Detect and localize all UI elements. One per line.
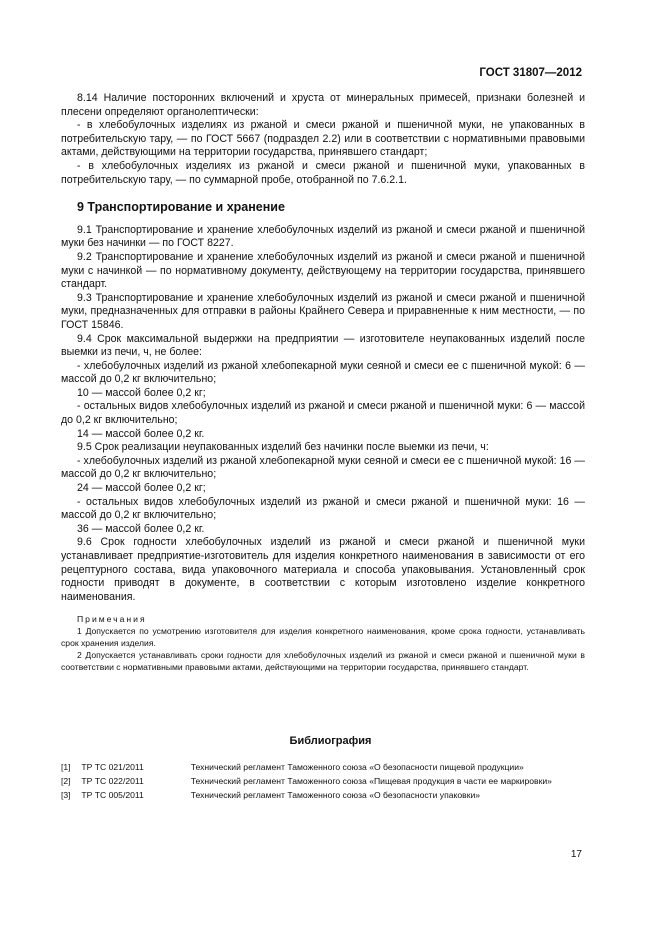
- section-paragraph: 9.6 Срок годности хлебобулочных изделий из ржаной и смеси ржаной и пшеничной муки устанавливает предприятие-изготовитель для изделия конкретного наименования в зависимости от его рецептурного состава, вида упаковочного материала и способа упаковывания. Установленный срок годности приводят в документе, в соответствии с которым изготовлено изделие конкретного наименования.: [61, 536, 585, 603]
- section-paragraph: 9.3 Транспортирование и хранение хлебобулочных изделий из ржаной и смеси ржаной и пшеничной муки, предназначенных для отправки в районы Крайнего Севера и приравненные к ним местности, — по ГОСТ 15846.: [61, 291, 585, 331]
- bibliography-number: [3]: [61, 790, 71, 800]
- section-paragraph: 10 — массой более 0,2 кг;: [77, 386, 206, 399]
- note-item: 1 Допускается по усмотрению изготовителя для изделия конкретного наименования, кроме срока годности, устанавливать срок хранения изделия.: [61, 626, 585, 649]
- page-number: 17: [570, 849, 582, 860]
- page-content: [61, 92, 585, 673]
- section-body: [61, 224, 585, 605]
- bibliography-number: [1]: [61, 762, 71, 772]
- bibliography-code: ТР ТС 005/2011: [81, 790, 144, 800]
- section-paragraph: - хлебобулочных изделий из ржаной хлебопекарной муки сеяной и смеси ее с пшеничной мукой: 6 — массой до 0,2 кг включительно;: [61, 359, 585, 386]
- section-title: 9 Транспортирование и хранение: [77, 200, 285, 215]
- bibliography-code: ТР ТС 022/2011: [81, 776, 144, 786]
- bibliography-item: [61, 774, 601, 788]
- section-paragraph: 9.4 Срок максимальной выдержки на предприятии — изготовителе неупакованных изделий после выемки из печи, ч, не более:: [61, 332, 585, 359]
- list-item: - в хлебобулочных изделиях из ржаной и смеси ржаной и пшеничной муки, не упакованных в потребительскую тару, — по ГОСТ 5667 (подраздел 2.2) или в соответствии с нормативными правовыми актами, действующими на территории государства, принявшего стандарт;: [61, 119, 585, 159]
- bibliography-text: Технический регламент Таможенного союза «О безопасности пищевой продукции»: [190, 762, 524, 772]
- section-paragraph: 36 — массой более 0,2 кг.: [77, 522, 205, 535]
- section-paragraph: 9.5 Срок реализации неупакованных изделий без начинки после выемки из печи, ч:: [77, 441, 489, 454]
- section-paragraph: - остальных видов хлебобулочных изделий из ржаной и смеси ржаной и пшеничной муки: 6 — массой до 0,2 кг включительно;: [61, 400, 585, 427]
- section-paragraph: 9.2 Транспортирование и хранение хлебобулочных изделий из ржаной и смеси ржаной и пшеничной муки с начинкой — по нормативному документу, действующему на территории государства, принявшего стандарт.: [61, 250, 585, 291]
- bibliography-number: [2]: [61, 776, 71, 786]
- bibliography-text: Технический регламент Таможенного союза «О безопасности упаковки»: [190, 790, 481, 800]
- section-paragraph: - остальных видов хлебобулочных изделий из ржаной и смеси ржаной и пшеничной муки: 16 — массой до 0,2 кг включительно;: [61, 495, 585, 522]
- section-paragraph: 14 — массой более 0,2 кг.: [77, 427, 205, 440]
- bibliography-title: Библиография: [289, 735, 372, 747]
- clause-8-14: 8.14 Наличие посторонних включений и хруста от минеральных примесей, признаки болезней и плесени определяют органолептически:: [61, 92, 585, 118]
- section-paragraph: 24 — массой более 0,2 кг;: [77, 482, 206, 495]
- bibliography-item: [61, 760, 601, 774]
- bibliography-text: Технический регламент Таможенного союза «Пищевая продукция в части ее маркировки»: [190, 776, 552, 786]
- section-paragraph: 9.1 Транспортирование и хранение хлебобулочных изделий из ржаной и смеси ржаной и пшеничной муки без начинки — по ГОСТ 8227.: [61, 223, 585, 250]
- bibliography-code: ТР ТС 021/2011: [81, 762, 144, 772]
- bibliography-list: [61, 760, 601, 802]
- section-paragraph: - хлебобулочных изделий из ржаной хлебопекарной муки сеяной и смеси ее с пшеничной мукой: 16 — массой до 0,2 кг включительно;: [61, 454, 585, 481]
- bibliography-item: [61, 788, 601, 802]
- note-item: 2 Допускается устанавливать сроки годности для хлебобулочных изделий из ржаной и смеси ржаной и пшеничной муки в соответствии с нормативными правовыми актами, действующими на территории государства, принявшего стандарт.: [61, 650, 585, 673]
- list-item: - в хлебобулочных изделиях из ржаной и смеси ржаной и пшеничной муки, упакованных в потребительскую тару, — по суммарной пробе, отобранной по 7.6.2.1.: [61, 159, 585, 186]
- notes-heading: Примечания: [77, 614, 147, 625]
- standard-header: ГОСТ 31807—2012: [479, 67, 582, 79]
